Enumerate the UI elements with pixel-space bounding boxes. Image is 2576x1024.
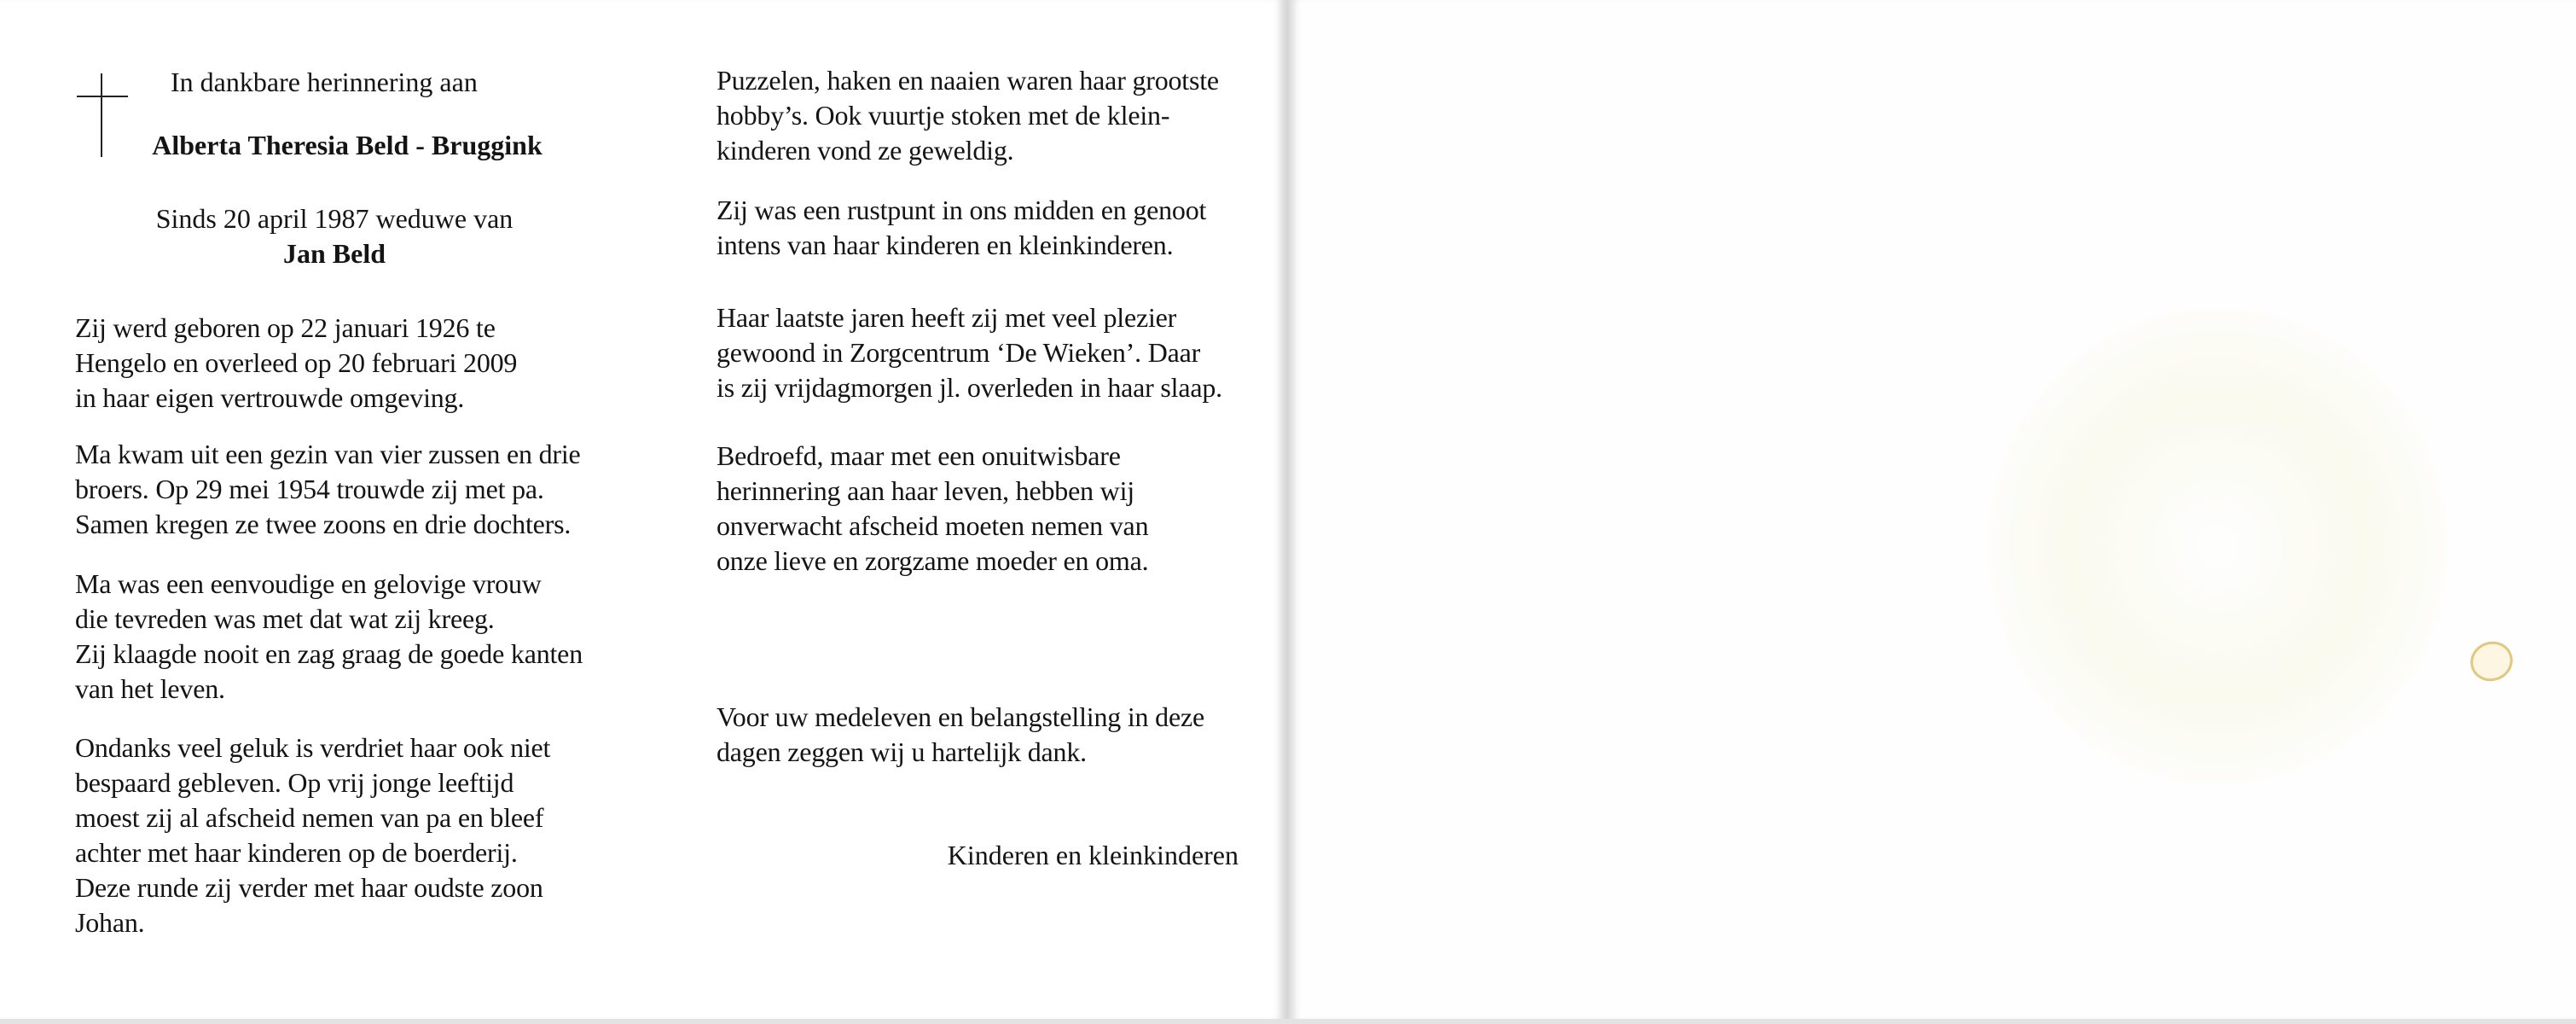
text-line: onze lieve en zorgzame moeder en oma. bbox=[717, 545, 1149, 576]
card-fold bbox=[1281, 0, 1293, 1024]
text-line: dagen zeggen wij u hartelijk dank. bbox=[717, 736, 1087, 767]
text-line: die tevreden was met dat wat zij kreeg. bbox=[75, 603, 495, 634]
text-line: Zij werd geboren op 22 januari 1926 te bbox=[75, 312, 496, 343]
text-line: onverwacht afscheid moeten nemen van bbox=[717, 510, 1149, 541]
text-line: moest zij al afscheid nemen van pa en bleef bbox=[75, 802, 544, 833]
signature: Kinderen en kleinkinderen bbox=[947, 840, 1239, 870]
text-line: kinderen vond ze geweldig. bbox=[717, 135, 1014, 166]
text-line: broers. Op 29 mei 1954 trouwde zij met pa. bbox=[75, 474, 544, 504]
text-line: Zij was een rustpunt in ons midden en genoot bbox=[717, 195, 1207, 225]
left-paragraph-2 bbox=[75, 437, 594, 542]
text-line: Hengelo en overleed op 20 februari 2009 bbox=[75, 347, 518, 378]
text-line: Puzzelen, haken en naaien waren haar grootste bbox=[717, 65, 1219, 96]
right-paragraph-5 bbox=[717, 700, 1239, 770]
text-line: herinnering aan haar leven, hebben wij bbox=[717, 475, 1134, 506]
left-paragraph-3 bbox=[75, 567, 594, 707]
text-line: Deze runde zij verder met haar oudste zoon bbox=[75, 872, 543, 903]
spouse-name: Jan Beld bbox=[282, 238, 386, 269]
left-paragraph-4 bbox=[75, 730, 594, 940]
right-paragraph-1 bbox=[717, 63, 1239, 168]
cross-horizontal bbox=[77, 96, 128, 97]
text-line: bespaard gebleven. Op vrij jonge leeftijd bbox=[75, 767, 514, 798]
deceased-name: Alberta Theresia Beld - Bruggink bbox=[152, 130, 542, 160]
text-line: Haar laatste jaren heeft zij met veel plezier bbox=[717, 302, 1177, 333]
paper-stain bbox=[1987, 307, 2448, 785]
bottom-edge bbox=[0, 1019, 2576, 1024]
text-line: in haar eigen vertrouwde omgeving. bbox=[75, 382, 465, 413]
text-line: gewoond in Zorgcentrum ‘De Wieken’. Daar bbox=[717, 337, 1201, 368]
right-paragraph-4 bbox=[717, 439, 1239, 579]
text-line: is zij vrijdagmorgen jl. overleden in haar slaap. bbox=[717, 372, 1222, 403]
text-line: Ma kwam uit een gezin van vier zussen en drie bbox=[75, 439, 581, 469]
text-line: hobby’s. Ook vuurtje stoken met de klein- bbox=[717, 100, 1170, 131]
text-line: Voor uw medeleven en belangstelling in deze bbox=[717, 701, 1204, 732]
text-line: van het leven. bbox=[75, 673, 225, 704]
heading: In dankbare herinnering aan bbox=[171, 67, 478, 97]
text-line: intens van haar kinderen en kleinkinderen. bbox=[717, 230, 1174, 260]
right-paragraph-2 bbox=[717, 193, 1239, 263]
text-line: Johan. bbox=[75, 907, 145, 938]
text-line: Samen kregen ze twee zoons en drie dochters. bbox=[75, 509, 571, 539]
text-line: achter met haar kinderen op de boerderij. bbox=[75, 837, 518, 868]
text-line: Bedroefd, maar met een onuitwisbare bbox=[717, 440, 1121, 471]
widow-line: Sinds 20 april 1987 weduwe van bbox=[155, 203, 513, 234]
text-line: Ondanks veel geluk is verdriet haar ook niet bbox=[75, 732, 551, 763]
left-paragraph-1 bbox=[75, 311, 594, 416]
text-line: Zij klaagde nooit en zag graag de goede kanten bbox=[75, 638, 583, 669]
right-paragraph-3 bbox=[717, 300, 1239, 405]
text-line: Ma was een eenvoudige en gelovige vrouw bbox=[75, 568, 542, 599]
widow-block bbox=[75, 201, 594, 271]
